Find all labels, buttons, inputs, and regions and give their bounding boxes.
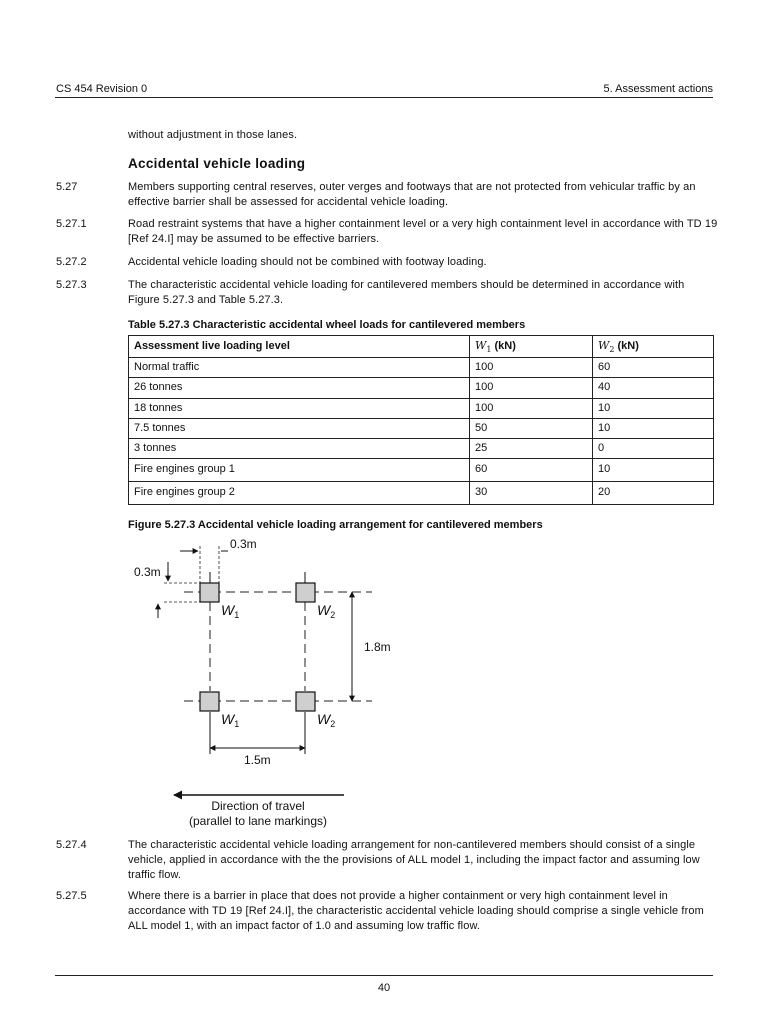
table-row <box>129 418 714 438</box>
clause-text: The characteristic accidental vehicle loading for cantilevered members should be determined in accordance with Figure 5.27.3 and Table 5.27.3. <box>128 279 685 306</box>
label-w2 <box>317 602 335 620</box>
wheel-load-w2-rear <box>296 692 315 711</box>
cell-loading-level: Normal traffic <box>129 358 470 378</box>
figure-caption: Figure 5.27.3 Accidental vehicle loading arrangement for cantilevered members <box>128 519 543 531</box>
w-subscript: 1 <box>234 610 240 620</box>
chapter-title: 5. Assessment actions <box>603 83 713 95</box>
cell-w1: 30 <box>470 482 593 505</box>
table-row <box>129 378 714 398</box>
wheel-load-w1-rear <box>200 692 219 711</box>
cell-loading-level: 26 tonnes <box>129 378 470 398</box>
dim-label-0-3m-top: 0.3m <box>230 537 257 551</box>
cell-loading-level: 3 tonnes <box>129 438 470 458</box>
clause-number: 5.27 <box>56 181 78 193</box>
table-row <box>129 482 714 505</box>
clause-text: Accidental vehicle loading should not be combined with footway loading. <box>128 256 487 268</box>
cell-w2: 10 <box>593 398 714 418</box>
label-w1 <box>221 711 239 729</box>
unit-label: (kN) <box>494 340 516 352</box>
cell-w1: 50 <box>470 418 593 438</box>
section-heading: Accidental vehicle loading <box>128 156 306 171</box>
cell-w1: 25 <box>470 438 593 458</box>
clause-text: Where there is a barrier in place that does not provide a higher containment or very high containment level in accordance with TD 19 [Ref 24.I], the characteristic accidental vehicle loading should comprise a single vehicle from ALL model 1, with an impact factor of 1.0 and assuming low traffic flow. <box>128 890 704 932</box>
table-row <box>129 438 714 458</box>
w1-symbol: W <box>475 339 487 352</box>
continuation-text: without adjustment in those lanes. <box>128 129 298 141</box>
table-row <box>129 358 714 378</box>
clause-text: Members supporting central reserves, outer verges and footways that are not protected from vehicular traffic by an effective barrier shall be assessed for accidental vehicle loading. <box>128 181 696 208</box>
unit-label: (kN) <box>617 340 639 352</box>
cell-w2: 0 <box>593 438 714 458</box>
direction-label: Direction of travel <box>211 799 305 813</box>
dim-label-1-8m: 1.8m <box>364 640 391 654</box>
clause-number: 5.27.2 <box>56 256 87 268</box>
wheel-loads-table <box>128 335 714 505</box>
dim-label-0-3m-left: 0.3m <box>134 565 161 579</box>
clause-number: 5.27.4 <box>56 839 87 851</box>
w-subscript: 2 <box>330 610 336 620</box>
clause-number: 5.27.1 <box>56 218 87 230</box>
w-subscript: 1 <box>234 719 240 729</box>
clause-text: Road restraint systems that have a higher containment level or a very high containment level in accordance with TD 19 [Ref 24.I] may be assumed to be effective barriers. <box>128 218 718 245</box>
w1-subscript: 1 <box>486 345 492 355</box>
header-rule <box>55 97 713 98</box>
cell-w1: 100 <box>470 378 593 398</box>
clause-number: 5.27.5 <box>56 890 87 902</box>
cell-loading-level: Fire engines group 2 <box>129 482 470 505</box>
w-symbol: W <box>221 602 235 618</box>
label-w1 <box>221 602 239 620</box>
cell-w1: 60 <box>470 459 593 482</box>
column-header-w2 <box>593 336 714 358</box>
cell-w1: 100 <box>470 398 593 418</box>
cell-w1: 100 <box>470 358 593 378</box>
w2-symbol: W <box>598 339 610 352</box>
direction-note: (parallel to lane markings) <box>188 814 328 828</box>
label-w2 <box>317 711 335 729</box>
wheel-load-w2-front <box>296 583 315 602</box>
table-row <box>129 398 714 418</box>
column-header-w1 <box>470 336 593 358</box>
table-row <box>129 459 714 482</box>
cell-loading-level: 18 tonnes <box>129 398 470 418</box>
cell-w2: 20 <box>593 482 714 505</box>
document-code: CS 454 Revision 0 <box>56 83 148 95</box>
cell-w2: 60 <box>593 358 714 378</box>
w-subscript: 2 <box>330 719 336 729</box>
table-header-row <box>129 336 714 358</box>
loading-arrangement-diagram <box>128 536 398 832</box>
column-header-loading-level <box>129 336 470 358</box>
w2-subscript: 2 <box>609 345 615 355</box>
cell-w2: 10 <box>593 418 714 438</box>
page-number: 40 <box>377 982 391 994</box>
clause-text: The characteristic accidental vehicle loading arrangement for non-cantilevered members should consist of a single vehicle, applied in accordance with the the provisions of ALL model 1, including the impact factor and assuming low traffic flow. <box>128 839 700 881</box>
clause-number: 5.27.3 <box>56 279 87 291</box>
cell-loading-level: 7.5 tonnes <box>129 418 470 438</box>
w-symbol: W <box>317 602 331 618</box>
w-symbol: W <box>317 711 331 727</box>
dim-label-1-5m: 1.5m <box>244 753 271 767</box>
header-text: Assessment live loading level <box>134 340 290 353</box>
w-symbol: W <box>221 711 235 727</box>
cell-w2: 40 <box>593 378 714 398</box>
footer-rule <box>55 975 713 976</box>
cell-loading-level: Fire engines group 1 <box>129 459 470 482</box>
table-caption: Table 5.27.3 Characteristic accidental wheel loads for cantilevered members <box>128 319 526 331</box>
wheel-load-w1-front <box>200 583 219 602</box>
cell-w2: 10 <box>593 459 714 482</box>
